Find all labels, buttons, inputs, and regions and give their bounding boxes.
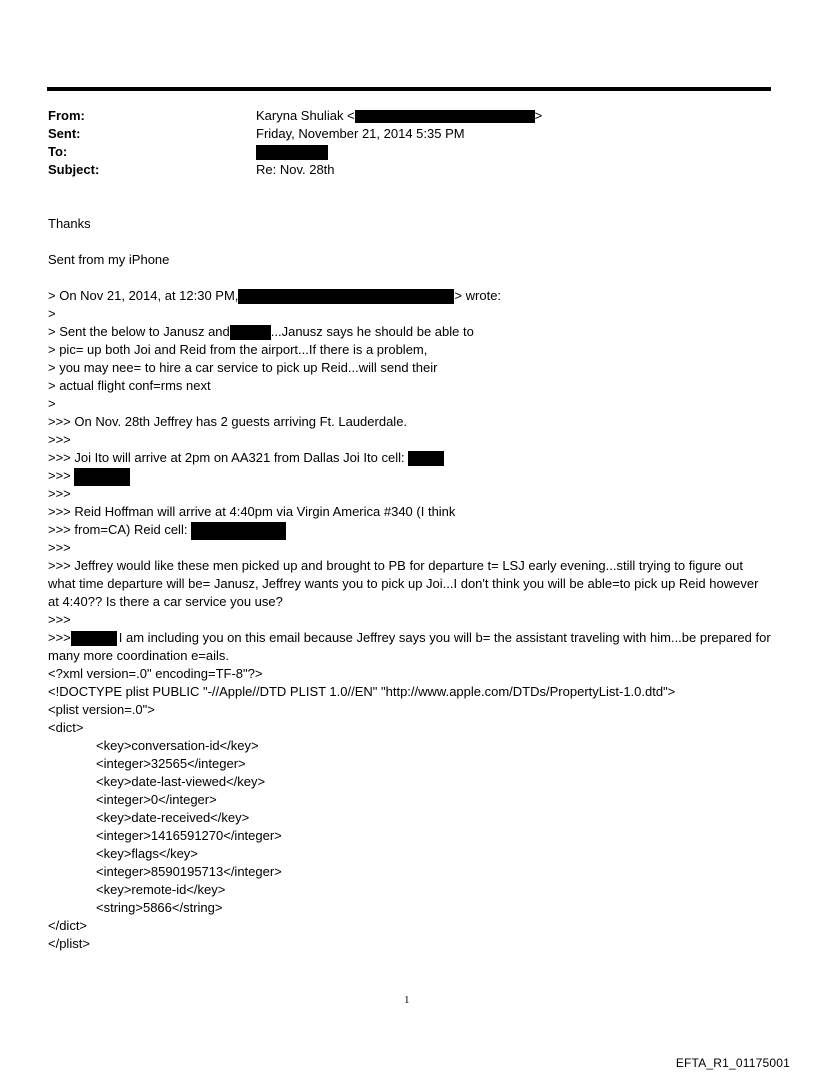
plist-line: <key>conversation-id</key>: [96, 738, 259, 753]
page-number: 1: [404, 994, 410, 1006]
quote-sent-below-post: ...Janusz says he should be able to: [270, 324, 474, 339]
quote-including: I am including you on this email because Jeffrey says you will b= the assistant traveling with him...be prepared for many more coordination e=ails.: [48, 630, 771, 663]
quote-gt: >>>: [48, 630, 71, 645]
dict-close: </dict>: [48, 918, 88, 933]
quote-paragraph: >>> Jeffrey would like these men picked up and brought to PB for departure t= LSJ early evening...still trying to figure out what time departure will be= Janusz, Jeffrey wants you to pick up Joi...I don't think you will be able=to pick up Reid however at 4:40?? Is there a car service you use?: [48, 558, 759, 609]
redaction-box: [408, 451, 444, 466]
quote-line: > pic= up both Joi and Reid from the airport...If there is a problem,: [48, 342, 428, 357]
quote-line: [48, 449, 444, 467]
quote-line: > you may nee= to hire a car service to pick up Reid...will send their: [48, 360, 438, 375]
quote-line: [48, 521, 286, 540]
from-close: >: [534, 108, 543, 123]
quote-line: [48, 323, 474, 341]
quote-intro-pre: > On Nov 21, 2014, at 12:30 PM,: [48, 288, 239, 303]
plist-line: <integer>8590195713</integer>: [96, 864, 282, 879]
header-rule: [47, 87, 771, 91]
quote-line: >>>: [48, 612, 71, 627]
quote-from-ca: >>> from=CA) Reid cell:: [48, 522, 188, 537]
plist-line: <key>remote-id</key>: [96, 882, 226, 897]
quote-line: >>> On Nov. 28th Jeffrey has 2 guests arriving Ft. Lauderdale.: [48, 414, 408, 429]
plist-line: <integer>0</integer>: [96, 792, 217, 807]
quote-line: >>>: [48, 432, 71, 447]
from-value: [256, 107, 542, 125]
plist-close: </plist>: [48, 936, 90, 951]
quote-line: >>> Reid Hoffman will arrive at 4:40pm via Virgin America #340 (I think: [48, 504, 456, 519]
quote-intro: [48, 287, 501, 305]
plist-line: <key>flags</key>: [96, 846, 198, 861]
bates-number: EFTA_R1_01175001: [675, 1056, 790, 1070]
body-signature: Sent from my iPhone: [48, 252, 170, 267]
xml-declaration: <?xml version=.0" encoding=TF-8"?>: [48, 666, 263, 681]
subject-label: Subject:: [48, 162, 100, 177]
quote-joi: >>> Joi Ito will arrive at 2pm on AA321 from Dallas Joi Ito cell:: [48, 450, 405, 465]
dict-open: <dict>: [48, 720, 84, 735]
plist-line: <integer>1416591270</integer>: [96, 828, 282, 843]
quote-line: [48, 467, 130, 486]
plist-open: <plist version=.0">: [48, 702, 155, 717]
sent-label: Sent:: [48, 126, 81, 141]
redaction-box: [71, 631, 117, 646]
subject-value: Re: Nov. 28th: [256, 162, 335, 177]
to-label: To:: [48, 144, 68, 159]
quote-line: > actual flight conf=rms next: [48, 378, 211, 393]
redaction-box: [238, 289, 454, 304]
quote-paragraph: [48, 629, 772, 665]
plist-line: <integer>32565</integer>: [96, 756, 246, 771]
plist-line: <key>date-last-viewed</key>: [96, 774, 266, 789]
redaction-box: [355, 110, 535, 123]
quote-line: >>>: [48, 486, 71, 501]
quote-line: >>>: [48, 540, 71, 555]
redaction-box: [191, 522, 286, 540]
quote-sent-below-pre: > Sent the below to Janusz and: [48, 324, 230, 339]
plist-line: <string>5866</string>: [96, 900, 223, 915]
quote-line: >: [48, 396, 56, 411]
redaction-box: [230, 325, 271, 340]
sent-value: Friday, November 21, 2014 5:35 PM: [256, 126, 465, 141]
quote-gt: >>>: [48, 468, 71, 483]
from-label: From:: [48, 108, 85, 123]
to-value: [256, 143, 328, 161]
redaction-box: [74, 468, 130, 486]
body-thanks: Thanks: [48, 216, 91, 231]
plist-line: <key>date-received</key>: [96, 810, 250, 825]
quote-line: >: [48, 306, 56, 321]
redaction-box: [256, 145, 328, 160]
quote-intro-post: > wrote:: [454, 288, 502, 303]
from-name: Karyna Shuliak <: [256, 108, 355, 123]
xml-doctype: <!DOCTYPE plist PUBLIC "-//Apple//DTD PLIST 1.0//EN" "http://www.apple.com/DTDs/PropertyList-1.0.dtd">: [48, 684, 676, 699]
